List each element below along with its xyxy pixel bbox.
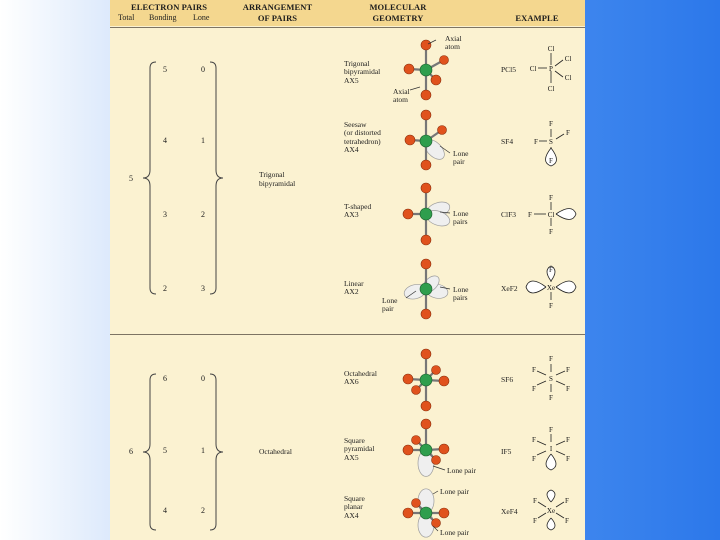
header-molecular: MOLECULAR: [369, 2, 427, 12]
lewis-xef4-f-ul: F: [533, 497, 537, 505]
example-clf3: ClF3: [501, 210, 517, 219]
group-6-arrangement: Octahedral: [259, 447, 292, 456]
bonding-4b: 4: [163, 506, 167, 515]
header-of-pairs: OF PAIRS: [257, 13, 298, 23]
geometry-square-planar: Square planar AX4: [344, 494, 365, 520]
lone-0b: 0: [201, 374, 205, 383]
geometry-octahedral: Octahedral AX6: [344, 369, 377, 387]
geometry-linear: Linear AX2: [344, 279, 364, 297]
bonding-2: 2: [163, 284, 167, 293]
lewis-if5-f-ur: F: [566, 436, 570, 444]
lewis-sf4-f-left: F: [534, 138, 538, 146]
lewis-pcl5-p: P: [549, 65, 553, 73]
example-xef4: XeF4: [501, 507, 518, 516]
lewis-xef2-f-bottom: F: [549, 302, 553, 310]
lewis-if5-f-top: F: [549, 426, 553, 434]
lewis-pcl5-cl-bottom: Cl: [547, 85, 555, 93]
example-sf4: SF4: [501, 137, 514, 146]
bonding-4: 4: [163, 136, 167, 145]
geometry-t-shaped: T-shaped AX3: [344, 202, 372, 220]
header-arrangement: ARRANGEMENT: [242, 2, 313, 12]
lewis-pcl5-cl-lower: Cl: [564, 74, 572, 82]
lone-0: 0: [201, 65, 205, 74]
lewis-sf4-f-top: F: [549, 120, 553, 128]
geometry-square-pyramidal: Square pyramidal AX5: [344, 436, 375, 462]
lewis-pcl5-cl-upper: Cl: [564, 55, 572, 63]
example-xef2: XeF2: [501, 284, 518, 293]
lewis-sf6-f-ul: F: [532, 366, 536, 374]
header-example: EXAMPLE: [515, 13, 559, 23]
label-lone-pair-square-planar-top: Lone pair: [440, 487, 469, 496]
vsepr-table: [110, 0, 585, 540]
lewis-structures: [110, 0, 585, 540]
bonding-5: 5: [163, 65, 167, 74]
lewis-pcl5-cl-left: Cl: [529, 65, 537, 73]
geometry-trigonal-bipyramidal: Trigonal bipyramidal AX5: [344, 59, 381, 85]
lewis-pcl5-cl-top: Cl: [547, 45, 555, 53]
label-lone-pair-square-pyramidal: Lone pair: [447, 466, 476, 475]
bonding-5b: 5: [163, 446, 167, 455]
lewis-xef2-f-top: F: [549, 266, 553, 274]
example-if5: IF5: [501, 447, 512, 456]
lewis-xef4-f-ll: F: [533, 517, 537, 525]
lewis-clf3-f-left: F: [528, 211, 532, 219]
label-axial-atom-top: Axial atom: [445, 34, 462, 52]
label-lone-pair-square-planar-bottom: Lone pair: [440, 528, 469, 537]
lewis-sf6-f-ll: F: [532, 385, 536, 393]
label-lone-pair-seesaw: Lone pair: [453, 149, 469, 167]
geometry-seesaw: Seesaw (or distorted tetrahedron) AX4: [344, 120, 381, 155]
lewis-sf4-s: S: [549, 138, 553, 146]
header-lone: Lone: [193, 13, 210, 22]
label-lone-pairs-linear: Lone pairs: [453, 285, 469, 303]
lewis-xef4-f-lr: F: [565, 517, 569, 525]
lewis-sf6-f-ur: F: [566, 366, 570, 374]
bonding-6: 6: [163, 374, 167, 383]
group-5-total: 5: [129, 174, 133, 183]
header-geometry: GEOMETRY: [372, 13, 424, 23]
lone-2b: 2: [201, 506, 205, 515]
lone-1b: 1: [201, 446, 205, 455]
lewis-sf4-f-right: F: [566, 129, 570, 137]
label-axial-atom-bottom: Axial atom: [393, 87, 410, 105]
lewis-clf3-f-top: F: [549, 194, 553, 202]
label-lone-pair-linear-left: Lone pair: [382, 296, 398, 314]
label-lone-pairs-t-shaped: Lone pairs: [453, 209, 469, 227]
lone-3: 3: [201, 284, 205, 293]
header-bonding: Bonding: [149, 13, 177, 22]
lone-2: 2: [201, 210, 205, 219]
group-5-arrangement-line1: Trigonal: [259, 170, 285, 179]
lewis-xef4-f-ur: F: [565, 497, 569, 505]
lone-1: 1: [201, 136, 205, 145]
lewis-if5-f-ul: F: [532, 436, 536, 444]
lewis-if5-f-lr: F: [566, 455, 570, 463]
lewis-if5-i: I: [549, 445, 553, 453]
lewis-sf6-f-top: F: [549, 355, 553, 363]
lewis-sf6-s: S: [549, 375, 553, 383]
group-6-total: 6: [129, 447, 133, 456]
lewis-xef4-xe: Xe: [546, 507, 556, 515]
header-electron-pairs: ELECTRON PAIRS: [130, 2, 208, 12]
lewis-if5-f-ll: F: [532, 455, 536, 463]
lewis-sf4-f-bottom: F: [549, 157, 553, 165]
header-total: Total: [118, 13, 135, 22]
example-sf6: SF6: [501, 375, 514, 384]
group-5-arrangement-line2: bipyramidal: [259, 179, 296, 188]
lewis-xef2-xe: Xe: [546, 284, 556, 292]
lewis-clf3-f-bottom: F: [549, 228, 553, 236]
bonding-3: 3: [163, 210, 167, 219]
lewis-sf6-f-bottom: F: [549, 394, 553, 402]
lewis-sf6-f-lr: F: [566, 385, 570, 393]
lewis-clf3-cl: Cl: [547, 211, 555, 219]
example-pcl5: PCl5: [501, 65, 517, 74]
